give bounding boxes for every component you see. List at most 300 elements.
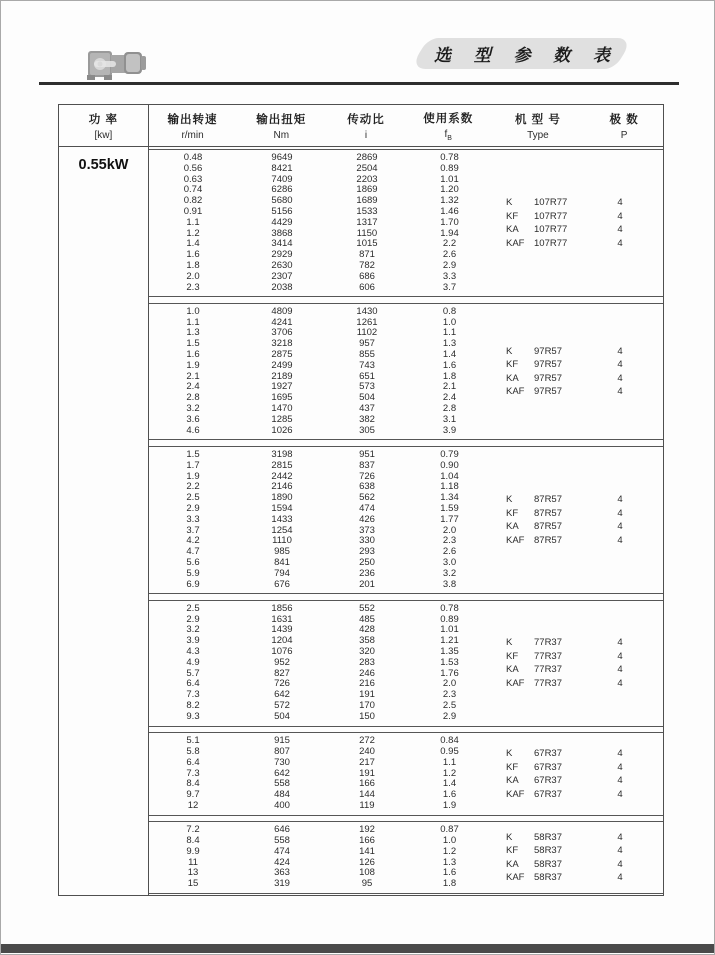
type-prefix: KF bbox=[506, 761, 519, 773]
torque-value: 1695 bbox=[271, 392, 293, 404]
service-factor-value: 1.6 bbox=[442, 867, 457, 879]
speed-value: 9.7 bbox=[186, 789, 200, 801]
service-factor-value: 0.89 bbox=[440, 162, 459, 174]
torque-value: 642 bbox=[274, 689, 290, 701]
poles-value: 4 bbox=[617, 372, 623, 384]
speed-value: 1.5 bbox=[186, 338, 200, 350]
service-factor-value: 1.20 bbox=[440, 184, 459, 196]
poles-value: 4 bbox=[617, 507, 623, 519]
type-prefix: K bbox=[506, 831, 513, 843]
ratio-value: 1102 bbox=[356, 327, 378, 339]
speed-column bbox=[149, 604, 237, 723]
type-model: 58R37 bbox=[534, 858, 562, 870]
service-factor-value: 2.1 bbox=[442, 381, 457, 393]
type-row bbox=[492, 346, 663, 357]
ratio-value: 236 bbox=[359, 567, 375, 579]
type-prefix: KAF bbox=[506, 386, 525, 398]
service-factor-value: 1.6 bbox=[442, 359, 457, 371]
type-model: 58R37 bbox=[534, 831, 562, 843]
speed-value: 9.3 bbox=[186, 710, 200, 722]
torque-column bbox=[237, 307, 327, 437]
type-column bbox=[492, 825, 663, 890]
torque-column bbox=[237, 153, 327, 293]
poles-value: 4 bbox=[617, 386, 623, 398]
ratio-value: 166 bbox=[359, 835, 375, 846]
torque-value: 558 bbox=[274, 835, 290, 846]
ratio-value: 2869 bbox=[356, 152, 378, 163]
ratio-value: 437 bbox=[359, 403, 375, 415]
service-factor-value: 2.6 bbox=[442, 249, 457, 261]
service-factor-value: 0.89 bbox=[440, 613, 459, 625]
header-label: 输出转速 bbox=[167, 113, 218, 126]
power-cell: 0.55kW bbox=[59, 147, 149, 896]
ratio-value: 951 bbox=[359, 448, 375, 460]
poles-value: 4 bbox=[617, 677, 623, 689]
speed-value: 2.8 bbox=[186, 392, 200, 404]
param-block-4 bbox=[149, 732, 663, 816]
gearmotor-illustration bbox=[86, 43, 148, 85]
type-row bbox=[492, 224, 663, 235]
speed-value: 4.3 bbox=[186, 646, 200, 658]
torque-value: 1110 bbox=[272, 535, 292, 547]
torque-value: 2929 bbox=[271, 249, 293, 261]
header-unit: Nm bbox=[273, 129, 290, 141]
header-unit: Type bbox=[527, 129, 549, 141]
service-factor-value: 1.34 bbox=[440, 492, 459, 504]
param-block-2 bbox=[149, 446, 663, 594]
type-prefix: K bbox=[506, 494, 513, 506]
type-prefix: KF bbox=[506, 210, 519, 222]
poles-value: 4 bbox=[617, 494, 623, 506]
speed-value: 0.63 bbox=[183, 173, 203, 185]
torque-value: 1856 bbox=[271, 602, 293, 614]
service-factor-value: 1.3 bbox=[442, 856, 457, 868]
type-prefix: KA bbox=[506, 775, 519, 787]
type-model: 107R77 bbox=[534, 197, 568, 209]
header-unit: [kw] bbox=[94, 129, 113, 141]
speed-value: 7.3 bbox=[186, 689, 200, 701]
selection-parameter-table bbox=[58, 104, 664, 896]
speed-value: 5.9 bbox=[186, 567, 200, 579]
speed-value: 7.2 bbox=[186, 824, 200, 836]
speed-column bbox=[149, 450, 237, 590]
ratio-value: 837 bbox=[359, 459, 375, 471]
torque-value: 794 bbox=[274, 567, 290, 579]
speed-value: 3.3 bbox=[186, 513, 200, 525]
service-factor-value: 1.21 bbox=[440, 635, 459, 647]
ratio-value: 504 bbox=[359, 392, 375, 404]
torque-value: 572 bbox=[274, 700, 290, 711]
speed-value: 1.3 bbox=[186, 327, 200, 339]
type-model: 67R37 bbox=[534, 761, 562, 773]
table-header bbox=[59, 105, 663, 147]
torque-value: 2442 bbox=[271, 470, 293, 482]
torque-value: 1594 bbox=[271, 502, 293, 514]
service-factor-value: 1.53 bbox=[440, 656, 459, 668]
page-title: 选 型 参 数 表 bbox=[433, 46, 619, 65]
speed-column bbox=[149, 825, 237, 890]
speed-value: 3.2 bbox=[186, 403, 200, 415]
speed-value: 5.6 bbox=[186, 556, 200, 568]
service-factor-column bbox=[407, 736, 492, 812]
parameter-blocks bbox=[149, 147, 663, 896]
torque-value: 2499 bbox=[271, 359, 293, 371]
speed-value: 2.9 bbox=[186, 502, 200, 514]
service-factor-value: 1.46 bbox=[440, 205, 459, 217]
speed-column bbox=[149, 736, 237, 812]
speed-value: 2.5 bbox=[186, 602, 200, 614]
service-factor-value: 2.2 bbox=[442, 238, 457, 250]
type-row bbox=[492, 521, 663, 532]
type-model: 58R37 bbox=[534, 872, 562, 884]
poles-value: 4 bbox=[617, 872, 623, 884]
service-factor-value: 0.84 bbox=[440, 735, 459, 747]
type-row bbox=[492, 832, 663, 843]
ratio-value: 485 bbox=[359, 613, 375, 625]
ratio-value: 474 bbox=[359, 502, 375, 514]
torque-value: 726 bbox=[274, 678, 290, 690]
service-factor-value: 1.0 bbox=[442, 316, 457, 328]
gearmotor-photo bbox=[86, 43, 148, 85]
ratio-value: 126 bbox=[359, 856, 375, 868]
type-prefix: KF bbox=[506, 359, 519, 371]
type-prefix: KAF bbox=[506, 237, 525, 249]
speed-value: 1.5 bbox=[186, 448, 200, 460]
torque-value: 558 bbox=[274, 778, 290, 790]
ratio-value: 240 bbox=[359, 745, 375, 757]
type-model: 77R37 bbox=[534, 650, 562, 662]
poles-value: 4 bbox=[617, 534, 623, 546]
ratio-value: 638 bbox=[359, 481, 375, 493]
service-factor-value: 3.0 bbox=[442, 556, 457, 568]
ratio-value: 782 bbox=[359, 259, 375, 271]
speed-value: 1.7 bbox=[186, 459, 200, 471]
poles-value: 4 bbox=[617, 775, 623, 787]
header-label: 传动比 bbox=[347, 113, 385, 126]
header-cell-4 bbox=[406, 105, 491, 146]
type-model: 87R57 bbox=[534, 507, 562, 519]
speed-value: 1.2 bbox=[186, 227, 200, 239]
torque-value: 4241 bbox=[271, 316, 293, 328]
service-factor-value: 1.2 bbox=[442, 845, 457, 857]
ratio-value: 373 bbox=[359, 524, 375, 536]
type-row bbox=[492, 762, 663, 773]
poles-value: 4 bbox=[617, 664, 623, 676]
type-model: 67R37 bbox=[534, 748, 562, 760]
ratio-value: 150 bbox=[359, 710, 375, 722]
type-model: 87R57 bbox=[534, 521, 562, 533]
service-factor-column bbox=[407, 604, 492, 723]
service-factor-value: 3.3 bbox=[442, 270, 457, 282]
type-model: 107R77 bbox=[534, 237, 568, 249]
type-row bbox=[492, 359, 663, 370]
poles-value: 4 bbox=[617, 748, 623, 760]
torque-value: 1076 bbox=[271, 646, 293, 658]
speed-value: 2.5 bbox=[186, 492, 200, 504]
torque-column bbox=[237, 450, 327, 590]
speed-value: 1.9 bbox=[186, 359, 200, 371]
torque-value: 985 bbox=[274, 546, 290, 558]
speed-value: 4.6 bbox=[186, 424, 200, 436]
torque-value: 2189 bbox=[271, 370, 293, 382]
torque-value: 363 bbox=[274, 867, 290, 879]
header-cell-6 bbox=[585, 105, 663, 146]
poles-value: 4 bbox=[617, 788, 623, 800]
torque-value: 3218 bbox=[271, 338, 293, 350]
type-prefix: KAF bbox=[506, 872, 525, 884]
service-factor-value: 2.9 bbox=[442, 259, 457, 271]
service-factor-value: 1.94 bbox=[440, 227, 459, 239]
torque-value: 915 bbox=[274, 735, 290, 747]
type-model: 67R37 bbox=[534, 788, 562, 800]
service-factor-value: 1.1 bbox=[442, 327, 457, 339]
type-row bbox=[492, 748, 663, 759]
speed-value: 1.1 bbox=[186, 216, 200, 228]
service-factor-value: 0.78 bbox=[440, 152, 459, 163]
poles-value: 4 bbox=[617, 637, 623, 649]
ratio-value: 144 bbox=[359, 789, 375, 801]
ratio-value: 1430 bbox=[356, 305, 378, 317]
torque-value: 1439 bbox=[271, 624, 293, 636]
type-column bbox=[492, 153, 663, 293]
type-model: 97R57 bbox=[534, 372, 562, 384]
type-row bbox=[492, 211, 663, 222]
torque-value: 2307 bbox=[271, 270, 293, 282]
torque-value: 1254 bbox=[271, 524, 293, 536]
torque-value: 841 bbox=[274, 556, 290, 568]
type-prefix: K bbox=[506, 197, 513, 209]
header-unit: P bbox=[620, 129, 628, 141]
type-model: 107R77 bbox=[534, 224, 568, 236]
torque-value: 2146 bbox=[271, 481, 293, 493]
speed-value: 7.3 bbox=[186, 767, 200, 779]
service-factor-value: 3.7 bbox=[442, 281, 457, 293]
service-factor-value: 1.2 bbox=[442, 767, 457, 779]
torque-value: 646 bbox=[274, 824, 290, 836]
ratio-column bbox=[327, 604, 407, 723]
type-row bbox=[492, 508, 663, 519]
speed-value: 1.1 bbox=[186, 316, 200, 328]
torque-value: 2630 bbox=[271, 259, 293, 271]
type-column bbox=[492, 307, 663, 437]
ratio-value: 651 bbox=[359, 370, 375, 382]
speed-value: 0.91 bbox=[183, 205, 203, 217]
torque-value: 1927 bbox=[271, 381, 293, 393]
poles-value: 4 bbox=[617, 650, 623, 662]
ratio-value: 1150 bbox=[356, 227, 378, 239]
torque-value: 1433 bbox=[271, 513, 293, 525]
type-model: 77R37 bbox=[534, 677, 562, 689]
torque-value: 6286 bbox=[271, 184, 293, 196]
ratio-value: 191 bbox=[359, 767, 375, 779]
speed-value: 2.4 bbox=[186, 381, 200, 393]
param-block-5 bbox=[149, 821, 663, 894]
ratio-value: 2203 bbox=[356, 173, 378, 185]
speed-value: 0.82 bbox=[183, 195, 203, 207]
type-row bbox=[492, 859, 663, 870]
speed-value: 0.56 bbox=[183, 162, 203, 174]
torque-value: 1470 bbox=[271, 403, 293, 415]
ratio-value: 95 bbox=[361, 878, 373, 890]
ratio-value: 957 bbox=[359, 338, 375, 350]
speed-value: 3.6 bbox=[186, 413, 200, 425]
torque-value: 7409 bbox=[271, 173, 293, 185]
ratio-value: 283 bbox=[359, 656, 375, 668]
ratio-value: 1261 bbox=[356, 316, 378, 328]
torque-value: 2815 bbox=[271, 459, 293, 471]
service-factor-value: 0.78 bbox=[440, 602, 459, 614]
type-model: 77R37 bbox=[534, 637, 562, 649]
ratio-value: 108 bbox=[359, 867, 375, 879]
torque-value: 4809 bbox=[271, 305, 293, 317]
service-factor-value: 1.59 bbox=[440, 502, 459, 514]
service-factor-value: 2.9 bbox=[442, 710, 457, 722]
type-row bbox=[492, 373, 663, 384]
speed-value: 8.2 bbox=[186, 700, 200, 711]
speed-column bbox=[149, 307, 237, 437]
ratio-value: 170 bbox=[359, 700, 375, 711]
speed-value: 4.7 bbox=[186, 546, 200, 558]
service-factor-value: 3.9 bbox=[442, 424, 457, 436]
service-factor-value: 1.70 bbox=[440, 216, 459, 228]
poles-value: 4 bbox=[617, 858, 623, 870]
type-row bbox=[492, 845, 663, 856]
torque-value: 3414 bbox=[271, 238, 293, 250]
speed-value: 2.1 bbox=[186, 370, 200, 382]
speed-value: 1.9 bbox=[186, 470, 200, 482]
type-row bbox=[492, 872, 663, 883]
poles-value: 4 bbox=[617, 359, 623, 371]
service-factor-value: 1.4 bbox=[442, 778, 457, 790]
service-factor-value: 2.0 bbox=[442, 524, 457, 536]
speed-value: 1.0 bbox=[186, 305, 200, 317]
header-cell-1 bbox=[149, 105, 237, 146]
ratio-column bbox=[327, 825, 407, 890]
type-model: 97R57 bbox=[534, 359, 562, 371]
type-row bbox=[492, 678, 663, 689]
type-model: 87R57 bbox=[534, 494, 562, 506]
type-prefix: KAF bbox=[506, 534, 525, 546]
poles-value: 4 bbox=[617, 210, 623, 222]
speed-value: 12 bbox=[187, 799, 199, 811]
service-factor-column bbox=[407, 153, 492, 293]
service-factor-value: 2.3 bbox=[442, 535, 457, 547]
type-prefix: KF bbox=[506, 507, 519, 519]
ratio-value: 855 bbox=[359, 349, 375, 361]
speed-value: 3.2 bbox=[186, 624, 200, 636]
torque-value: 5156 bbox=[271, 205, 293, 217]
ratio-value: 573 bbox=[359, 381, 375, 393]
ratio-value: 250 bbox=[359, 556, 375, 568]
ratio-value: 320 bbox=[359, 646, 375, 658]
service-factor-value: 1.04 bbox=[440, 470, 459, 482]
service-factor-value: 1.32 bbox=[440, 195, 459, 207]
service-factor-value: 1.0 bbox=[442, 835, 457, 846]
speed-value: 1.8 bbox=[186, 259, 200, 271]
ratio-value: 1015 bbox=[356, 238, 378, 250]
torque-value: 424 bbox=[274, 856, 290, 868]
speed-value: 3.9 bbox=[186, 635, 200, 647]
type-prefix: KF bbox=[506, 845, 519, 857]
ratio-value: 382 bbox=[359, 413, 375, 425]
ratio-value: 606 bbox=[359, 281, 375, 293]
torque-value: 8421 bbox=[271, 162, 293, 174]
type-model: 97R57 bbox=[534, 345, 562, 357]
type-prefix: KA bbox=[506, 664, 519, 676]
service-factor-value: 2.5 bbox=[442, 700, 457, 711]
service-factor-value: 2.6 bbox=[442, 546, 457, 558]
speed-value: 5.7 bbox=[186, 667, 200, 679]
torque-column bbox=[237, 825, 327, 890]
type-row bbox=[492, 789, 663, 800]
header-rule bbox=[39, 82, 679, 85]
ratio-value: 217 bbox=[359, 756, 375, 768]
ratio-value: 871 bbox=[359, 249, 375, 261]
ratio-value: 191 bbox=[359, 689, 375, 701]
ratio-value: 428 bbox=[359, 624, 375, 636]
page-footer-bar bbox=[1, 944, 714, 953]
poles-value: 4 bbox=[617, 831, 623, 843]
service-factor-value: 1.77 bbox=[440, 513, 459, 525]
speed-value: 6.4 bbox=[186, 678, 200, 690]
speed-value: 0.48 bbox=[183, 152, 203, 163]
speed-value: 6.9 bbox=[186, 578, 200, 590]
torque-value: 3198 bbox=[271, 448, 293, 460]
speed-value: 11 bbox=[188, 856, 198, 868]
torque-value: 642 bbox=[274, 767, 290, 779]
torque-value: 1204 bbox=[271, 635, 293, 647]
speed-value: 4.2 bbox=[186, 535, 200, 547]
type-prefix: KA bbox=[506, 858, 519, 870]
torque-column bbox=[237, 736, 327, 812]
type-column bbox=[492, 604, 663, 723]
service-factor-value: 3.1 bbox=[442, 413, 457, 425]
ratio-value: 216 bbox=[359, 678, 375, 690]
type-model: 97R57 bbox=[534, 386, 562, 398]
poles-value: 4 bbox=[617, 237, 623, 249]
speed-value: 1.6 bbox=[186, 249, 200, 261]
torque-value: 1631 bbox=[271, 613, 293, 625]
header-unit: $f_B$ bbox=[444, 128, 452, 142]
type-prefix: KAF bbox=[506, 788, 525, 800]
service-factor-column bbox=[407, 825, 492, 890]
service-factor-value: 3.8 bbox=[442, 578, 457, 590]
header-cell-5 bbox=[491, 105, 586, 146]
speed-value: 9.9 bbox=[186, 845, 200, 857]
header-cell-0 bbox=[59, 105, 149, 146]
service-factor-value: 1.76 bbox=[440, 667, 459, 679]
ratio-value: 192 bbox=[359, 824, 375, 836]
ratio-value: 726 bbox=[359, 470, 375, 482]
ratio-value: 1689 bbox=[356, 195, 378, 207]
service-factor-value: 1.4 bbox=[442, 349, 457, 361]
type-row bbox=[492, 494, 663, 505]
type-row bbox=[492, 238, 663, 249]
type-prefix: KA bbox=[506, 372, 519, 384]
type-model: 87R57 bbox=[534, 534, 562, 546]
speed-value: 2.3 bbox=[186, 281, 200, 293]
torque-value: 952 bbox=[274, 656, 290, 668]
service-factor-value: 1.9 bbox=[442, 799, 457, 811]
type-model: 77R37 bbox=[534, 664, 562, 676]
service-factor-value: 0.95 bbox=[440, 745, 459, 757]
service-factor-value: 1.8 bbox=[442, 878, 457, 890]
speed-value: 1.6 bbox=[186, 349, 200, 361]
ratio-column bbox=[327, 153, 407, 293]
ratio-value: 305 bbox=[359, 424, 375, 436]
poles-value: 4 bbox=[617, 761, 623, 773]
ratio-value: 141 bbox=[359, 845, 375, 857]
